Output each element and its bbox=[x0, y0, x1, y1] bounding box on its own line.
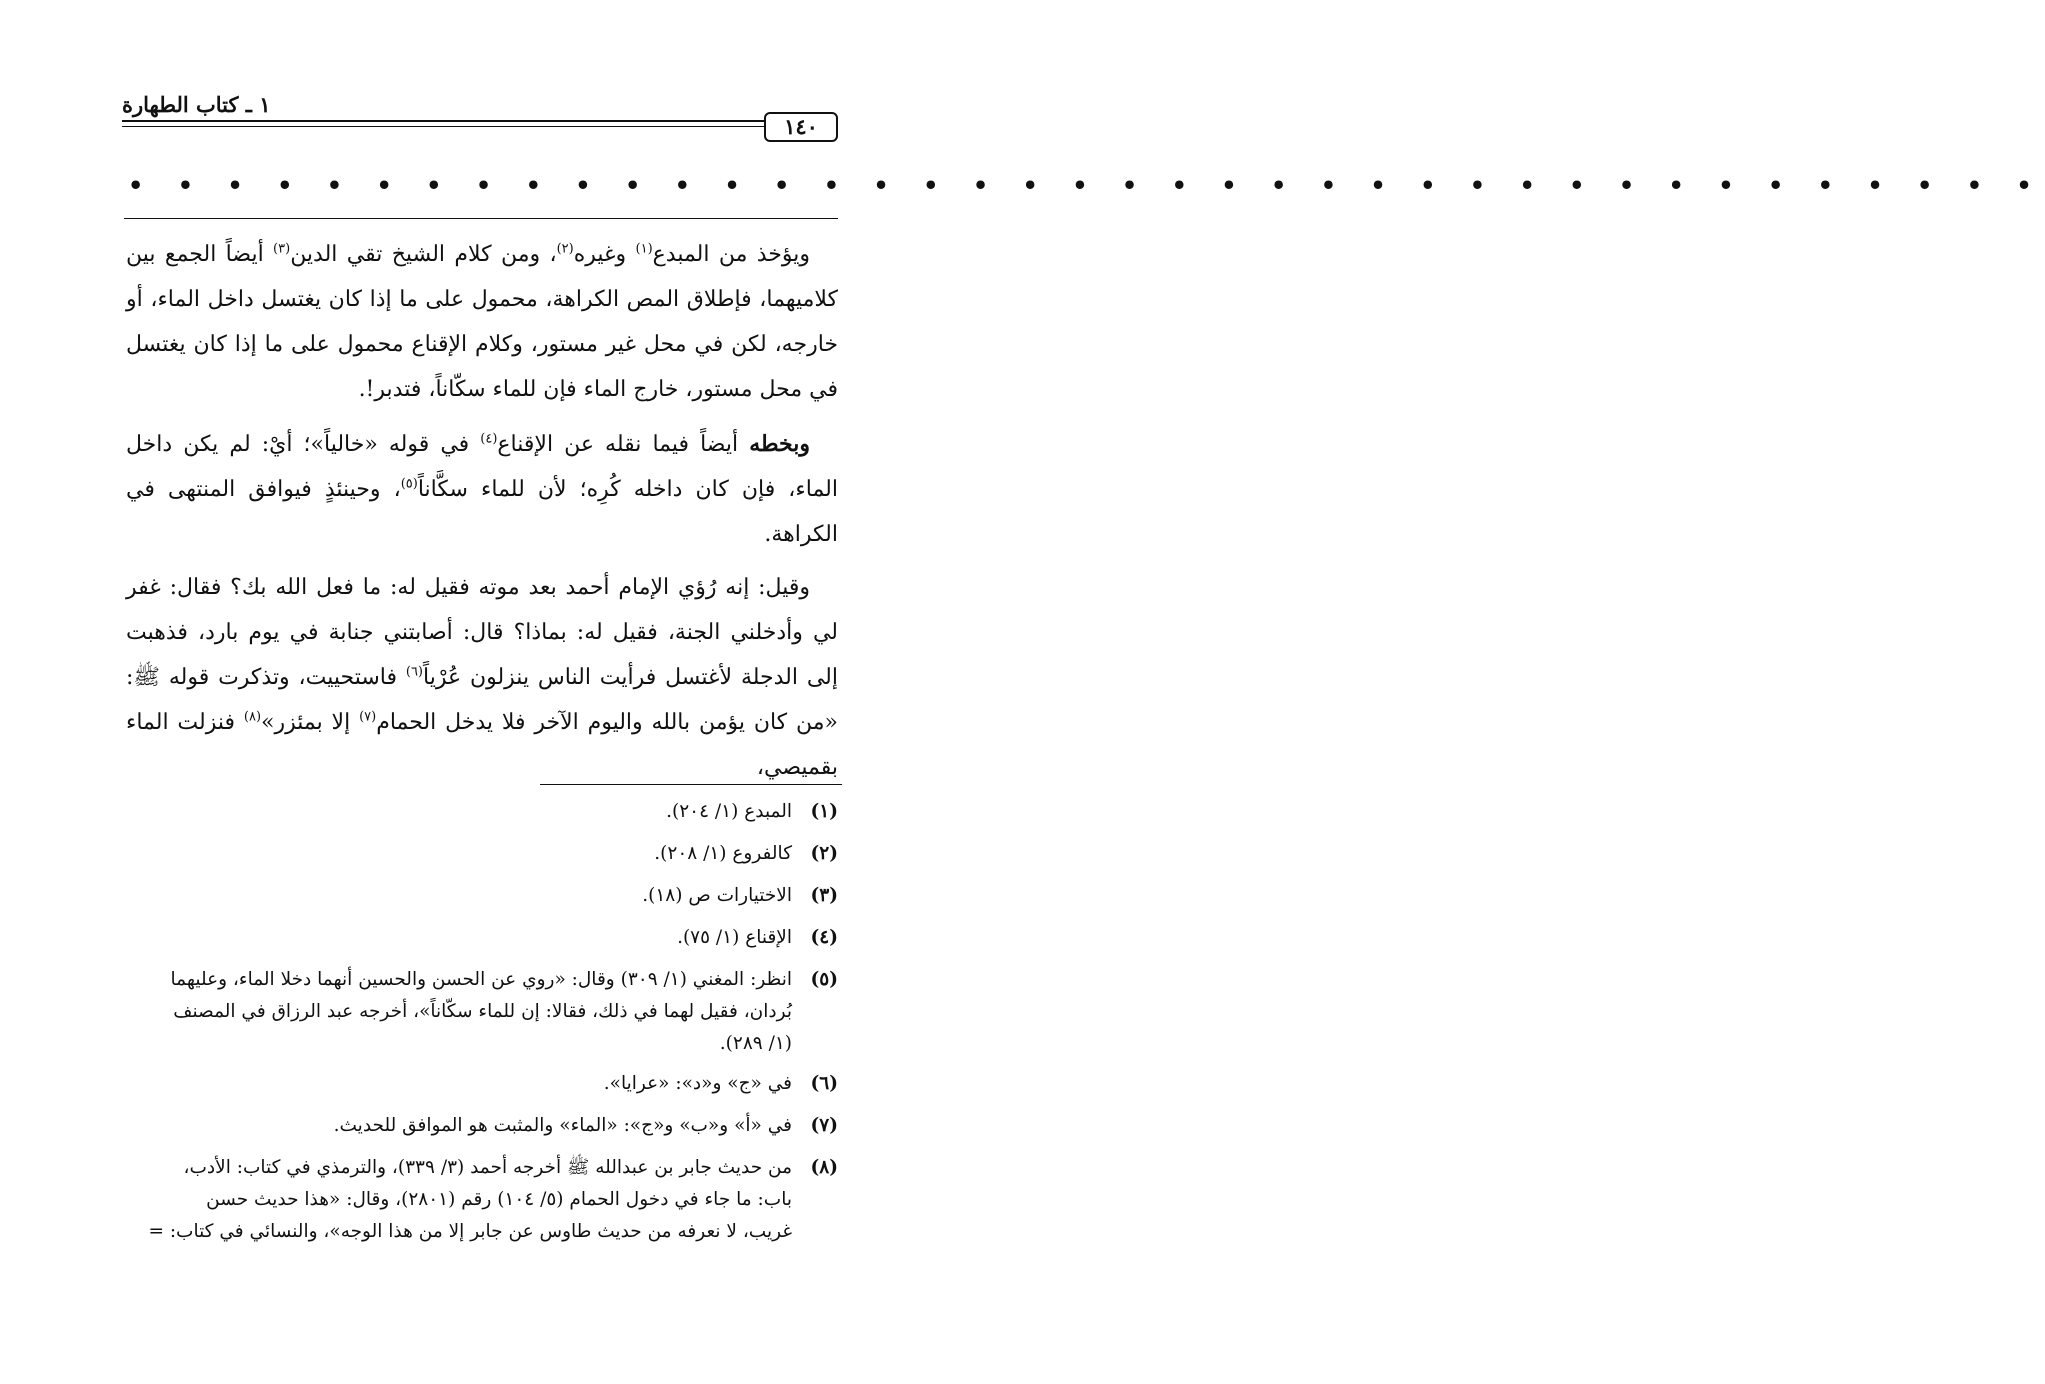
footnote-line: الاختيارات ص (١٨). bbox=[642, 885, 792, 906]
footnote-line: الإقناع (١/ ٧٥). bbox=[677, 927, 792, 948]
footnote-number: (٤) bbox=[810, 927, 838, 948]
footnote-line: انظر: المغني (١/ ٣٠٩) وقال: «روي عن الحسن والحسين أنهما دخلا الماء، وعليهما bbox=[170, 969, 792, 990]
footnote-line: بُردان، فقيل لهما في ذلك، فقالا: إن للماء سكّاناً»، أخرجه عبد الرزاق في المصنف bbox=[173, 1001, 792, 1022]
footnote-text bbox=[132, 880, 792, 912]
text-span: فنزلت الماء بقميصي، bbox=[126, 710, 838, 780]
footnote-item bbox=[132, 1152, 838, 1248]
footnote-ref[interactable]: (٥) bbox=[400, 476, 418, 492]
footnotes bbox=[132, 796, 838, 1256]
footnote-item bbox=[132, 964, 838, 1060]
footnote-text bbox=[132, 922, 792, 954]
text-span: ، وحينئذٍ فيوافق المنتهى في الكراهة. bbox=[126, 477, 838, 547]
footnote-rule bbox=[540, 784, 842, 785]
header-rule bbox=[122, 120, 764, 122]
paragraph-2 bbox=[126, 422, 838, 557]
paragraph-3 bbox=[126, 565, 838, 790]
footnote-text bbox=[132, 1068, 792, 1100]
header-rule-thin bbox=[122, 126, 764, 127]
footnote-item bbox=[132, 796, 838, 828]
chapter-title: ١ ـ كتاب الطهارة bbox=[122, 92, 271, 117]
text-span: ويؤخذ من المبدع bbox=[652, 242, 810, 267]
text-span: وغيره bbox=[573, 242, 636, 267]
separator-rule bbox=[124, 218, 838, 219]
bold-lead-word: وبخطه bbox=[749, 431, 810, 457]
footnote-text bbox=[132, 838, 792, 870]
footnote-item bbox=[132, 838, 838, 870]
footnote-line: المبدع (١/ ٢٠٤). bbox=[666, 801, 792, 822]
text-span: أيضاً فيما نقله عن الإقناع bbox=[497, 432, 750, 457]
footnote-number: (٢) bbox=[810, 843, 838, 864]
main-text bbox=[126, 232, 838, 798]
footnote-ref[interactable]: (٦) bbox=[405, 664, 423, 680]
footnote-line: باب: ما جاء في دخول الحمام (٥/ ١٠٤) رقم (٢٨٠١)، وقال: «هذا حديث حسن bbox=[206, 1189, 792, 1210]
footnote-ref[interactable]: (٨) bbox=[243, 709, 262, 725]
footnote-ref[interactable]: (٢) bbox=[556, 241, 574, 257]
text-span: إلا بمئزر» bbox=[261, 710, 360, 735]
page-header bbox=[122, 92, 838, 142]
footnote-line: كالفروع (١/ ٢٠٨). bbox=[654, 843, 792, 864]
footnote-number: (٧) bbox=[810, 1115, 838, 1136]
footnote-line: من حديث جابر بن عبدالله ﷺ أخرجه أحمد (٣/ ٣٣٩)، والترمذي في كتاب: الأدب، bbox=[183, 1157, 792, 1178]
footnote-number: (١) bbox=[810, 801, 838, 822]
text-span: ، ومن كلام الشيخ تقي الدين bbox=[290, 242, 557, 267]
footnote-text bbox=[132, 796, 792, 828]
footnote-number: (٨) bbox=[810, 1157, 838, 1178]
text-span: وقيل: إنه رُؤي الإمام أحمد بعد موته فقيل له: ما فعل الله بك؟ فقال: غفر لي وأدخلني الجنة، فقيل له: بماذا؟ قال: أصابتني جنابة في يوم بارد، فذهبت إلى الدجلة لأغتسل فرأيت الناس ينزلون عُرْياً bbox=[126, 575, 838, 690]
footnote-text bbox=[132, 1110, 792, 1142]
footnote-number: (٦) bbox=[810, 1073, 838, 1094]
footnote-line: (١/ ٢٨٩). bbox=[719, 1033, 792, 1054]
text-span: في قوله «خالياً»؛ أيْ: لم يكن داخل الماء، فإن كان داخله كُرِه؛ لأن للماء سكَّاناً bbox=[126, 432, 838, 502]
footnote-line: في «أ» و«ب» و«ج»: «الماء» والمثبت هو الموافق للحديث. bbox=[333, 1115, 792, 1136]
footnote-ref[interactable]: (١) bbox=[635, 241, 653, 257]
footnote-text bbox=[132, 1152, 792, 1248]
footnote-number: (٥) bbox=[810, 969, 838, 990]
footnote-line: غريب، لا نعرفه من حديث طاوس عن جابر إلا من هذا الوجه»، والنسائي في كتاب: = bbox=[148, 1221, 792, 1242]
paragraph-1 bbox=[126, 232, 838, 412]
footnote-item bbox=[132, 1110, 838, 1142]
page-number: ١٤٠ bbox=[764, 112, 838, 142]
footnote-item bbox=[132, 880, 838, 912]
dotted-separator: • • • • • • • • • • • • • • • • • • • • • • • • • • • • • • • • • • • • • • • bbox=[128, 171, 2045, 200]
text-span: فاستحييت، وتذكرت قوله ﷺ: «من كان يؤمن بالله واليوم الآخر فلا يدخل الحمام bbox=[126, 665, 838, 735]
footnote-item bbox=[132, 1068, 838, 1100]
footnote-ref[interactable]: (٤) bbox=[480, 431, 498, 447]
footnote-ref[interactable]: (٧) bbox=[359, 709, 377, 725]
footnote-number: (٣) bbox=[810, 885, 838, 906]
footnote-line: في «ج» و«د»: «عرايا». bbox=[603, 1073, 792, 1094]
footnote-ref[interactable]: (٣) bbox=[273, 241, 291, 257]
footnote-text bbox=[132, 964, 792, 1060]
text-span: أيضاً الجمع بين كلاميهما، فإطلاق المص الكراهة، محمول على ما إذا كان يغتسل داخل الماء، أو خارجه، لكن في محل غير مستور، وكلام الإقناع محمول على ما إذا كان يغتسل في محل مستور، خارج الماء فإن للماء سكّاناً، فتدبر!. bbox=[126, 242, 838, 402]
footnote-item bbox=[132, 922, 838, 954]
